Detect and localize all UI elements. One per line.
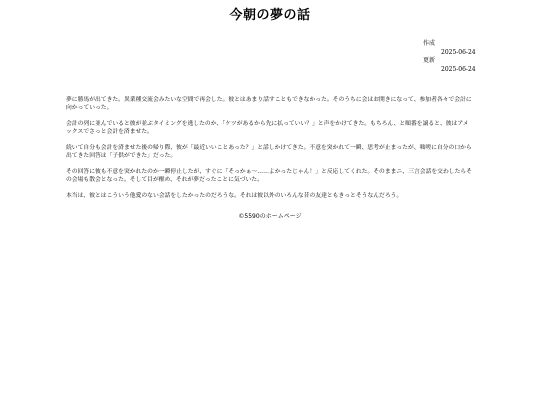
article-body xyxy=(66,96,472,208)
date-info xyxy=(423,40,476,74)
paragraph: 夢に勝馬が出てきた。異業種交流会みたいな空間で再会した。彼とはあまり話すこともできなかった。そのうちに会はお開きになって、参加者各々で会計に向かっていった。 xyxy=(66,97,472,111)
paragraph: 続いて自分も会計を済ませた後の帰り際、彼が「最近いいことあった？」と話しかけてきた。不意を突かれて一瞬、思考が止まったが、咄嗟に自分の口から出てきた回答は「子供ができた」だった。 xyxy=(66,145,472,159)
created-date: 2025-06-24 xyxy=(441,48,476,56)
paragraph: その回答に彼も不意を突かれたのか一瞬停止したが、すぐに「そっかぁ～……よかったじゃん！」と反応してくれた。そのままニ、三言会話を交わしたらその会場も散会となった。そして目が醒め、それが夢だったことに気づいた。 xyxy=(66,169,472,183)
paragraph: 本当は、彼とはこういう他愛のない会話をしたかったのだろうな。それは彼以外のいろんな昔の友達ともきっとそうなんだろう。 xyxy=(66,193,403,199)
footer xyxy=(0,212,540,221)
updated-label: 更新 xyxy=(423,57,436,64)
updated-date: 2025-06-24 xyxy=(441,65,476,73)
created-label: 作成 xyxy=(423,40,436,47)
paragraph: 会計の列に並んでいると彼が並ぶタイミングを逃したのか、「ケツがあるから先に払っていい？」と声をかけてきた。もちろん、と順番を譲ると、彼はアメックスでさっと会計を済ませた。 xyxy=(66,121,469,135)
homepage-link[interactable]: ©5590のホームページ xyxy=(238,213,302,220)
page-title: 今朝の夢の話 xyxy=(229,8,311,23)
